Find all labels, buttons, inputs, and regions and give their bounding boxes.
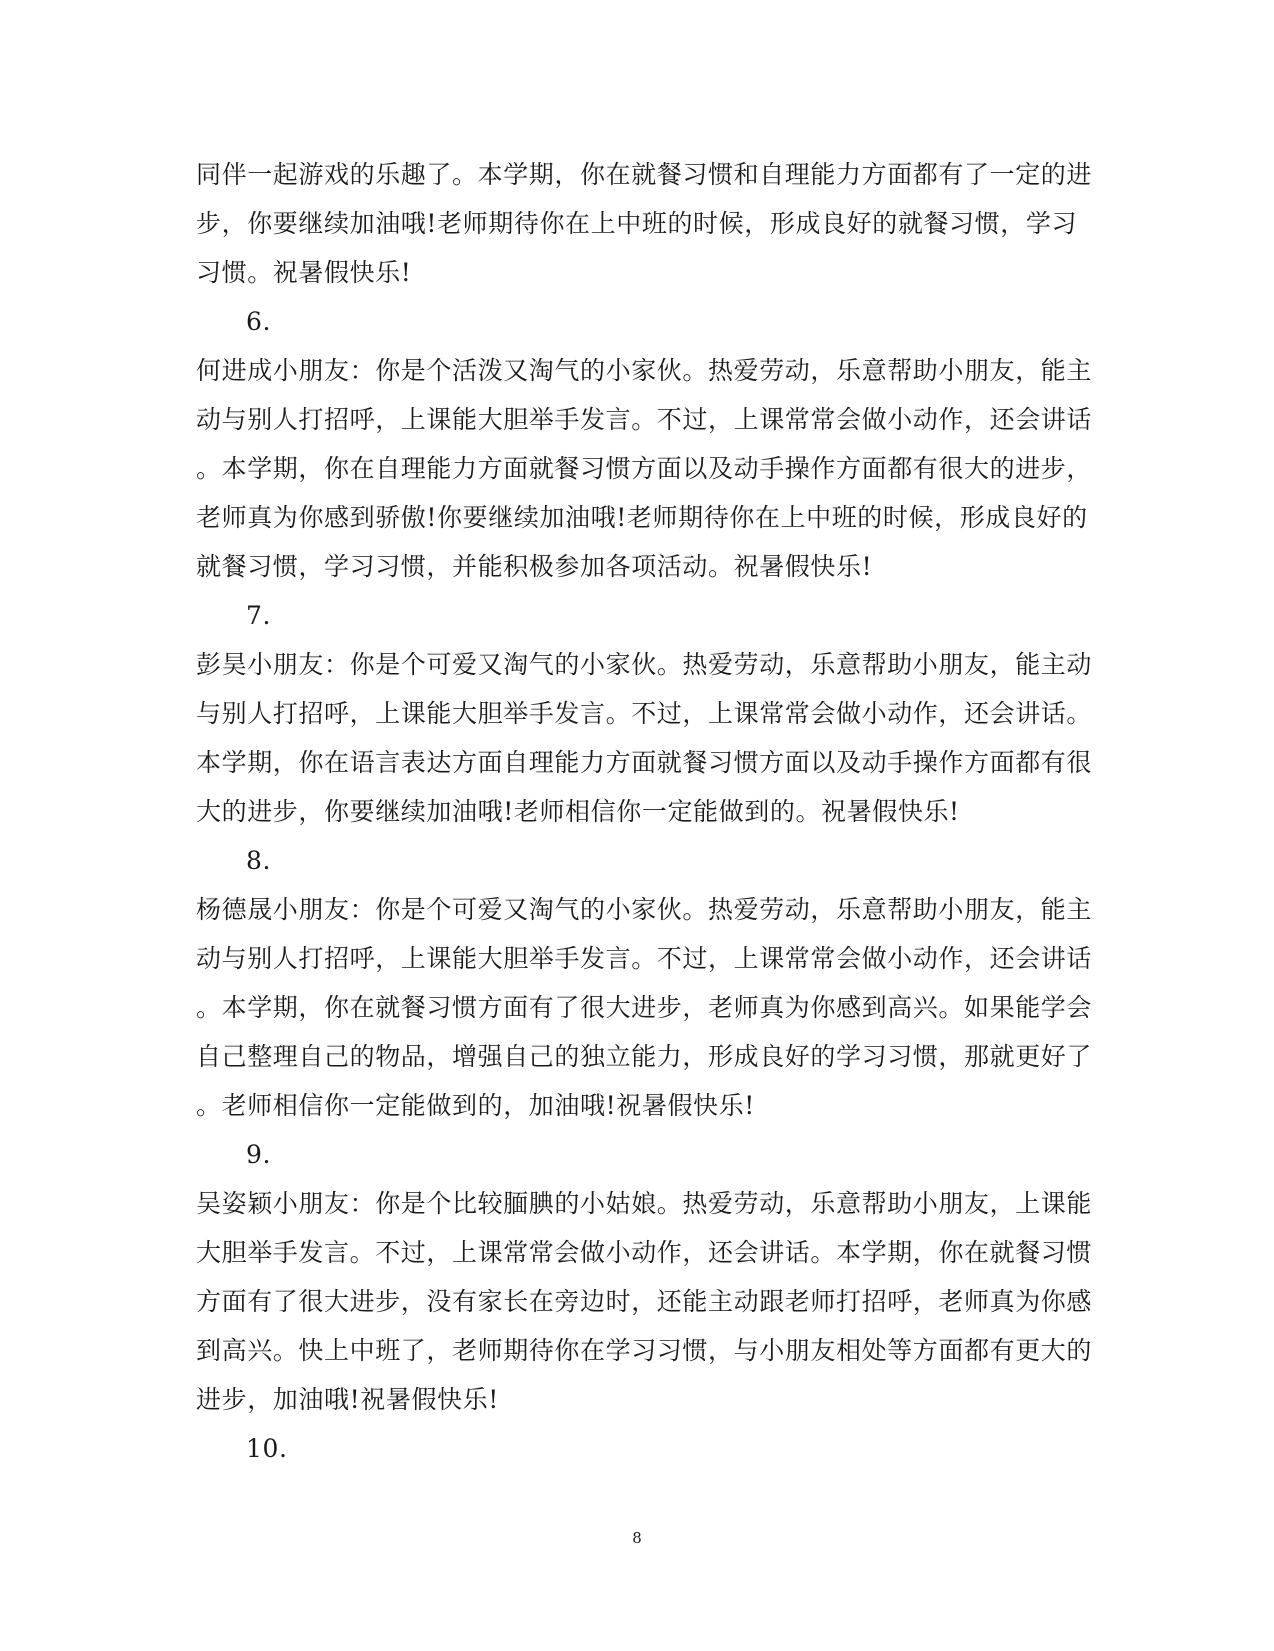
text-line: 大胆举手发言。不过，上课常常会做小动作，还会讲话。本学期，你在就餐习惯 (196, 1238, 1093, 1267)
item-number: 7. (246, 601, 272, 630)
text-line: 。本学期，你在就餐习惯方面有了很大进步，老师真为你感到高兴。如果能学会 (196, 993, 1093, 1022)
text-line: 同伴一起游戏的乐趣了。本学期，你在就餐习惯和自理能力方面都有了一定的进 (196, 160, 1093, 189)
text-line: 到高兴。快上中班了，老师期待你在学习习惯，与小朋友相处等方面都有更大的 (196, 1336, 1093, 1365)
document-body (196, 150, 1093, 1473)
text-line: 动与别人打招呼，上课能大胆举手发言。不过，上课常常会做小动作，还会讲话 (196, 944, 1093, 973)
text-line: 自己整理自己的物品，增强自己的独立能力，形成良好的学习习惯，那就更好了 (196, 1042, 1093, 1071)
item-number: 6. (246, 307, 272, 336)
page-number: 8 (632, 1529, 642, 1547)
text-line: 老师真为你感到骄傲!你要继续加油哦!老师期待你在上中班的时候，形成良好的 (196, 503, 1088, 532)
text-line: 。老师相信你一定能做到的，加油哦!祝暑假快乐! (196, 1091, 755, 1120)
text-line: 习惯。祝暑假快乐! (196, 258, 412, 287)
text-line: 方面有了很大进步，没有家长在旁边时，还能主动跟老师打招呼，老师真为你感 (196, 1287, 1093, 1316)
text-line: 与别人打招呼，上课能大胆举手发言。不过，上课常常会做小动作，还会讲话。 (196, 699, 1093, 728)
text-line: 就餐习惯，学习习惯，并能积极参加各项活动。祝暑假快乐! (196, 552, 873, 581)
text-line: 吴姿颖小朋友：你是个比较腼腆的小姑娘。热爱劳动，乐意帮助小朋友，上课能 (196, 1189, 1093, 1218)
item-number: 8. (246, 846, 272, 875)
item-number: 9. (246, 1140, 272, 1169)
text-line: 彭昊小朋友：你是个可爱又淘气的小家伙。热爱劳动，乐意帮助小朋友，能主动 (196, 650, 1093, 679)
text-line: 步，你要继续加油哦!老师期待你在上中班的时候，形成良好的就餐习惯，学习 (196, 209, 1078, 238)
text-line: 进步，加油哦!祝暑假快乐! (196, 1385, 499, 1414)
text-line: 何进成小朋友：你是个活泼又淘气的小家伙。热爱劳动，乐意帮助小朋友，能主 (196, 356, 1093, 385)
text-line: 动与别人打招呼，上课能大胆举手发言。不过，上课常常会做小动作，还会讲话 (196, 405, 1093, 434)
text-line: 本学期，你在语言表达方面自理能力方面就餐习惯方面以及动手操作方面都有很 (196, 748, 1093, 777)
text-line: 。本学期，你在自理能力方面就餐习惯方面以及动手操作方面都有很大的进步， (196, 454, 1093, 483)
item-number: 10. (246, 1434, 288, 1463)
text-line: 大的进步，你要继续加油哦!老师相信你一定能做到的。祝暑假快乐! (196, 797, 960, 826)
text-line: 杨德晟小朋友：你是个可爱又淘气的小家伙。热爱劳动，乐意帮助小朋友，能主 (196, 895, 1093, 924)
